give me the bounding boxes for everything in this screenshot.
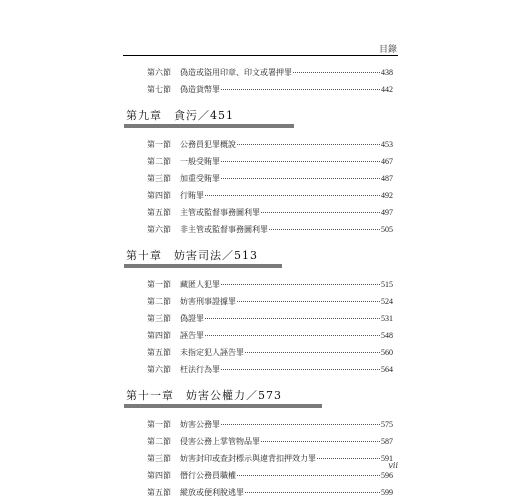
leader-dots xyxy=(269,229,380,230)
section-number: 第六節 xyxy=(147,68,171,77)
leader-dots xyxy=(293,72,380,73)
leader-dots xyxy=(317,458,380,459)
toc-entry xyxy=(147,467,393,484)
chapter-heading xyxy=(124,107,294,127)
section-title: 妨害刑事證據罪 xyxy=(180,297,236,306)
section-title: 誣告罪 xyxy=(180,331,204,340)
section-number: 第三節 xyxy=(147,314,171,323)
toc-entry xyxy=(147,327,393,344)
section-number: 第一節 xyxy=(147,280,171,289)
section-title: 侵害公務上掌管物品罪 xyxy=(180,437,260,446)
page-number: 587 xyxy=(381,437,393,446)
leader-dots xyxy=(205,335,380,336)
section-number: 第二節 xyxy=(147,297,171,306)
section-title: 藏匿人犯罪 xyxy=(180,280,220,289)
leader-dots xyxy=(237,301,380,302)
section-number: 第二節 xyxy=(147,157,171,166)
chapter-title: 第十一章 妨害公權力／573 xyxy=(126,389,282,402)
table-of-contents xyxy=(126,64,393,501)
toc-entry xyxy=(147,204,393,221)
chapter-heading xyxy=(124,387,322,407)
toc-entry xyxy=(147,484,393,501)
section-title: 一般受賄罪 xyxy=(180,157,220,166)
page-number: 599 xyxy=(381,488,393,497)
toc-entry xyxy=(147,310,393,327)
leader-dots xyxy=(245,492,380,493)
section-title: 偽證罪 xyxy=(180,314,204,323)
header-rule xyxy=(123,55,398,56)
toc-entry xyxy=(147,433,393,450)
chapter-underline-bar xyxy=(124,404,322,408)
toc-entry xyxy=(147,153,393,170)
section-title: 偽造或盜用印章、印文或署押罪 xyxy=(180,68,292,77)
section-title: 行賄罪 xyxy=(180,191,204,200)
toc-entry xyxy=(147,81,393,98)
section-title: 非主管或監督事務圖利罪 xyxy=(180,225,268,234)
toc-entry xyxy=(147,361,393,378)
leader-dots xyxy=(221,284,380,285)
leader-dots xyxy=(221,89,380,90)
running-head: 目錄 xyxy=(378,45,397,55)
toc-entry xyxy=(147,450,393,467)
section-number: 第五節 xyxy=(147,488,171,497)
page-number: 487 xyxy=(381,174,393,183)
page-number: 575 xyxy=(381,420,393,429)
page-number: 524 xyxy=(381,297,393,306)
page-number: 596 xyxy=(381,471,393,480)
page-number: 442 xyxy=(381,85,393,94)
leader-dots xyxy=(261,212,380,213)
section-number: 第三節 xyxy=(147,454,171,463)
page-number: 548 xyxy=(381,331,393,340)
section-title: 加重受賄罪 xyxy=(180,174,220,183)
page-number: 438 xyxy=(381,68,393,77)
section-number: 第二節 xyxy=(147,437,171,446)
section-title: 未指定犯人誣告罪 xyxy=(180,348,244,357)
chapter-title: 第十章 妨害司法／513 xyxy=(126,249,258,262)
page-number: 497 xyxy=(381,208,393,217)
leader-dots xyxy=(205,318,380,319)
section-number: 第七節 xyxy=(147,85,171,94)
section-number: 第四節 xyxy=(147,471,171,480)
page-number: 591 xyxy=(381,454,393,463)
section-number: 第三節 xyxy=(147,174,171,183)
section-title: 公務員犯罪概說 xyxy=(180,140,236,149)
chapter-title: 第九章 貪污／451 xyxy=(126,109,234,122)
page-number: 505 xyxy=(381,225,393,234)
section-number: 第六節 xyxy=(147,365,171,374)
page-number: 531 xyxy=(381,314,393,323)
section-number: 第五節 xyxy=(147,208,171,217)
chapter-underline-bar xyxy=(124,264,282,268)
page-number: 467 xyxy=(381,157,393,166)
leader-dots xyxy=(221,178,380,179)
toc-entry xyxy=(147,187,393,204)
page-number: 560 xyxy=(381,348,393,357)
leader-dots xyxy=(205,195,380,196)
page-number: 564 xyxy=(381,365,393,374)
section-title: 枉法行為罪 xyxy=(180,365,220,374)
toc-entry xyxy=(147,221,393,238)
section-number: 第五節 xyxy=(147,348,171,357)
toc-entry xyxy=(147,276,393,293)
toc-entry xyxy=(147,64,393,81)
section-title: 僭行公務員職權 xyxy=(180,471,236,480)
section-number: 第六節 xyxy=(147,225,171,234)
page-number: 515 xyxy=(381,280,393,289)
leader-dots xyxy=(237,144,380,145)
leader-dots xyxy=(221,161,380,162)
leader-dots xyxy=(221,424,380,425)
chapter-underline-bar xyxy=(124,124,294,128)
section-number: 第四節 xyxy=(147,191,171,200)
section-title: 主管或監督事務圖利罪 xyxy=(180,208,260,217)
section-title: 妨害封印或查封標示與違背扣押效力罪 xyxy=(180,454,316,463)
chapter-heading xyxy=(124,247,282,267)
section-number: 第四節 xyxy=(147,331,171,340)
section-number: 第一節 xyxy=(147,140,171,149)
page-number: 492 xyxy=(381,191,393,200)
leader-dots xyxy=(245,352,380,353)
leader-dots xyxy=(237,475,380,476)
leader-dots xyxy=(221,369,380,370)
page-number: 453 xyxy=(381,140,393,149)
section-title: 偽造貨幣罪 xyxy=(180,85,220,94)
section-title: 妨害公務罪 xyxy=(180,420,220,429)
toc-entry xyxy=(147,344,393,361)
toc-entry xyxy=(147,170,393,187)
page-folio: vii xyxy=(388,461,398,470)
leader-dots xyxy=(261,441,380,442)
section-number: 第一節 xyxy=(147,420,171,429)
toc-entry xyxy=(147,416,393,433)
toc-entry xyxy=(147,136,393,153)
toc-entry xyxy=(147,293,393,310)
section-title: 縱放或便利脫逃罪 xyxy=(180,488,244,497)
